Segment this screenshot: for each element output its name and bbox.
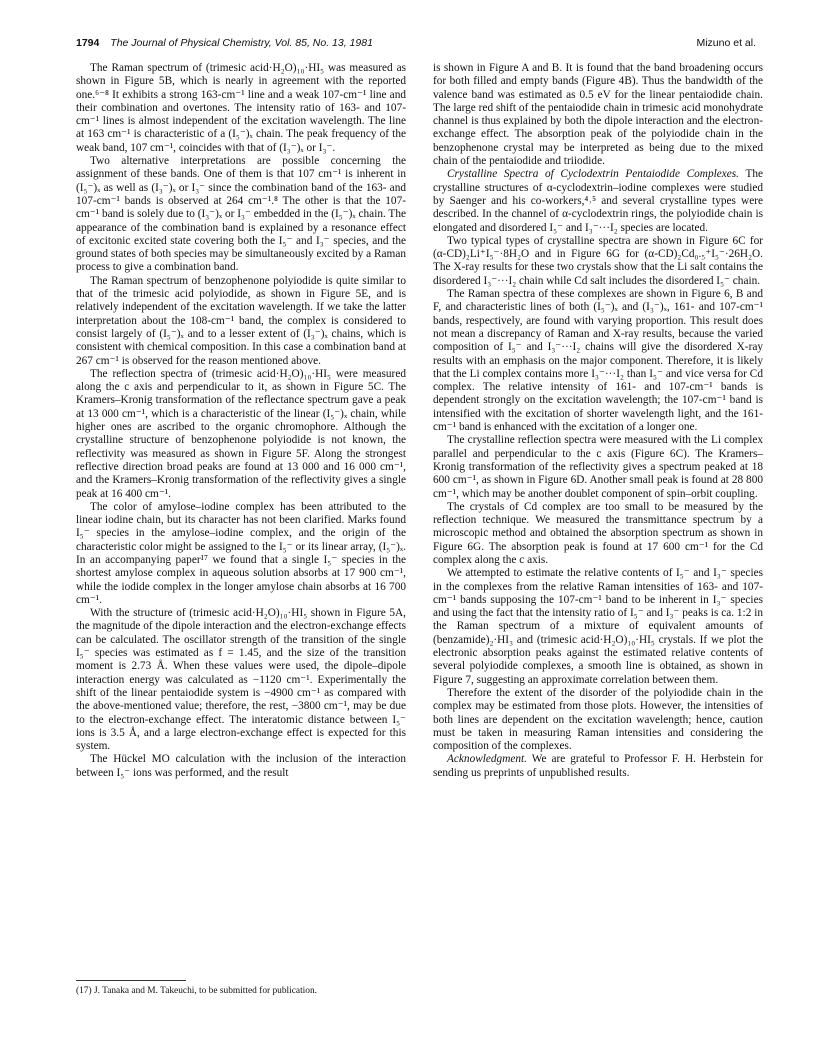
paragraph: Therefore the extent of the disorder of the polyiodide chain in the complex may be estimated from those plots. However, the intensities of both lines are dependent on the excitation wavelength; hence, caution must be taken in measuring Raman intensities and considering the composition of the complexes. <box>433 686 763 753</box>
paragraph: The Raman spectrum of (trimesic acid·H₂O)₁₀·HI₅ was measured as shown in Figure 5B, which is nearly in agreement with the reported one.⁶⁻⁸ It exhibits a strong 163-cm⁻¹ line and a weak 107-cm⁻¹ line and their combination and overtones. The intensity ratio of 163- and 107-cm⁻¹ lines is almost independent of the excitation wavelength. The line at 163 cm⁻¹ is characteristic of a (I₅⁻)ₓ chain. The peak frequency of the weak band, 107 cm⁻¹, coincides with that of (I₃⁻)ₓ or I₃⁻. <box>76 62 406 154</box>
paragraph: is shown in Figure A and B. It is found that the band broadening occurs for both filled and empty bands (Figure 4B). Thus the bandwidth of the valence band was estimated as 0.5 eV for the linear pentaiodide chain. The large red shift of the pentaiodide chain in trimesic acid monohydrate channel is thus explained by both the dipole interaction and the electron-exchange effect. The absorption peak of the polyiodide chain in the benzophenone crystal may be interpreted as being due to the mixed chain of the pentaiodide and triiodide. <box>433 62 763 168</box>
paragraph: Two typical types of crystalline spectra are shown in Figure 6C for (α-CD)₂Li⁺I₅⁻·8H₂O and in Figure 6G for (α-CD)₂Cd₀.₅⁺I₅⁻·26H₂O. The X-ray results for these two crystals show that the Li salt contains the disordered I₃⁻···I₂ chain while Cd salt includes the disordered I₅⁻ chain. <box>433 234 763 287</box>
footnote: (17) J. Tanaka and M. Takeuchi, to be submitted for publication. <box>76 986 317 996</box>
left-column <box>76 62 406 974</box>
footnote-divider <box>76 980 186 981</box>
paragraph: The Raman spectrum of benzophenone polyiodide is quite similar to that of the trimesic acid polyiodide, as shown in Figure 5E, and is relatively independent of the excitation wavelength. If we take the latter interpretation about the 108-cm⁻¹ band, the complex is considered to consist largely of (I₅⁻)ₓ and to a lesser extent of (I₃⁻)ₓ chains, which is consistent with chemical composition. In this case a combination band at 267 cm⁻¹ is observed for the reason mentioned above. <box>76 274 406 367</box>
paragraph: Two alternative interpretations are possible concerning the assignment of these bands. One of them is that 107 cm⁻¹ is inherent in (I₅⁻)ₓ as well as (I₃⁻)ₓ or I₃⁻ since the combination band of the 163- and 107-cm⁻¹ bands is observed at 264 cm⁻¹.⁸ The other is that the 107-cm⁻¹ band is solely due to (I₃⁻)ₓ or I₃⁻ embedded in the (I₅⁻)ₓ chain. The appearance of the combination band is explained by a resonance effect of excitonic excited state covering both the I₅⁻ and I₃⁻ species, and the ground states of both species may be simultaneously excited by a Raman process to give a combination band. <box>76 155 406 274</box>
paragraph: The color of amylose–iodine complex has been attributed to the linear iodine chain, but its character has not been clarified. Marks found I₅⁻ species in the amylose–iodine complex, and the origin of the characteristic color might be assigned to the I₅⁻ or its linear array, (I₅⁻)ₓ. In an accompanying paper¹⁷ we found that a single I₅⁻ species in the shortest amylose complex in aqueous solution absorbs at 17 900 cm⁻¹, while the iodide complex in the longer amylose chain absorbs at 16 700 cm⁻¹. <box>76 500 406 606</box>
acknowledgment: Acknowledgment. We are grateful to Professor F. H. Herbstein for sending us preprints of unpublished results. <box>433 753 763 779</box>
section-paragraph: Crystalline Spectra of Cyclodextrin Pentaiodide Complexes. The crystalline structures of α-cyclodextrin–iodine complexes were studied by Saenger and his co-workers,⁴˒⁵ and several crystalline types were described. In the channel of α-cyclodextrin rings, the polyiodide chain is elongated and disordered I₅⁻ and I₃⁻···I₂ species are located. <box>433 168 764 234</box>
paragraph: We attempted to estimate the relative contents of I₅⁻ and I₃⁻ species in the complexes from the relative Raman intensities of 163- and 107-cm⁻¹ bands supposing the 107-cm⁻¹ band to be inherent in I₃⁻ species and using the fact that the intensity ratio of I₅⁻ and I₃⁻ peaks is ca. 1:2 in the Raman spectrum of a mixture of equivalent amounts of (benzamide)₂·HI₃ and (trimesic acid·H₂O)₁₀·HI₅ crystals. If we plot the electronic absorption peaks against the estimated relative contents of several polyiodide complexes, a smooth line is obtained, as shown in Figure 7, suggesting an approximate correlation between them. <box>433 567 763 686</box>
paragraph: The reflection spectra of (trimesic acid·H₂O)₁₀·HI₅ were measured along the c axis and perpendicular to it, as shown in Figure 5C. The Kramers–Kronig transformation of the reflectance spectrum gave a peak at 13 000 cm⁻¹, which is a characteristic of the linear (I₅⁻)ₓ chain, while higher ones are ascribed to the organic chromophore. Although the crystalline structure of benzophenone polyiodide is not known, the reflectivity was measured as shown in Figure 5F. Along the strongest reflective direction broad peaks are found at 13 000 and 16 000 cm⁻¹, and the Kramers–Kronig transformation of the reflectivity gives a single peak at 16 400 cm⁻¹. <box>76 367 406 500</box>
page-number: 1794 <box>76 37 100 49</box>
paragraph: The Hückel MO calculation with the inclusion of the interaction between I₅⁻ ions was performed, and the result <box>76 753 406 779</box>
paragraph: The crystalline reflection spectra were measured with the Li complex parallel and perpendicular to the c axis (Figure 6C). The Kramers–Kronig transformation of the reflectivity gives a spectrum peaked at 18 600 cm⁻¹, as shown in Figure 6D. Another small peak is found at 28 800 cm⁻¹, which may be another doublet component of spin–orbit coupling. <box>433 434 763 500</box>
journal-citation: The Journal of Physical Chemistry, Vol. 85, No. 13, 1981 <box>110 37 373 49</box>
paragraph: The Raman spectra of these complexes are shown in Figure 6, B and F, and characteristic lines of both (I₅⁻)ₓ and (I₃⁻)ₓ, 161- and 107-cm⁻¹ bands, respectively, are found with varying proportion. This result does not mean a discrepancy of Raman and X-ray results, because the varied composition of I₅⁻ and I₃⁻···I₂ chains will give the disordered X-ray results with an emphasis on the major component. Therefore, it is likely that the Li complex contains more I₃⁻···I₂ than I₅⁻ and vice versa for Cd complex. The relative intensity of 161- and 107-cm⁻¹ bands is dependent strongly on the excitation wavelength; the 107-cm⁻¹ band is intensified with the excitation of shorter wavelength light, and the 161-cm⁻¹ band is enhanced with the excitation of a longer one. <box>433 288 763 434</box>
paragraph: The crystals of Cd complex are too small to be measured by the reflection technique. We measured the transmittance spectrum by a microscopic method and obtained the absorption spectrum as shown in Figure 6G. The absorption peak is found at 17 600 cm⁻¹ for the Cd complex along the c axis. <box>433 500 763 566</box>
running-header <box>76 37 756 51</box>
paragraph: With the structure of (trimesic acid·H₂O)₁₀·HI₅ shown in Figure 5A, the magnitude of the dipole interaction and the electron-exchange effects can be calculated. The oscillator strength of the transition of the single I₅⁻ species was estimated as f = 1.45, and the size of the transition moment is 2.73 Å. When these values were used, the dipole–dipole interaction energy was calculated as −1120 cm⁻¹. Experimentally the shift of the linear pentaiodide system is −4900 cm⁻¹ as compared with the above-mentioned value; therefore, the rest, −3800 cm⁻¹, may be due to the electron-exchange effect. The interatomic distance between I₅⁻ ions is 3.5 Å, and a large electron-exchange effect is expected for this system. <box>76 607 406 753</box>
running-authors: Mizuno et al. <box>696 37 756 49</box>
right-column <box>433 62 763 1022</box>
